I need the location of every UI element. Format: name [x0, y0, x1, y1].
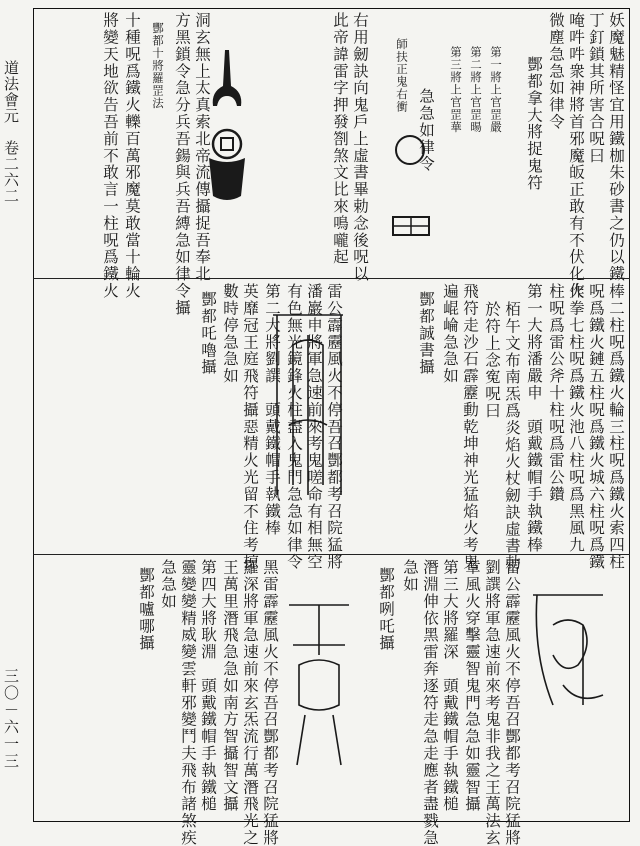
text-column: 飛符走沙石霹靂動乾坤神光猛焰火考鬼 — [461, 283, 479, 571]
talisman-label: 第一將上官罡嚴 — [489, 46, 503, 134]
panel-2 — [33, 278, 630, 572]
text-column: 唵吽吽衆神將首邪魔皈正敢有不伏化作 — [567, 12, 585, 300]
panel-3 — [33, 554, 630, 846]
text-column: 右用劒訣向鬼戶上虛書畢勅念後呪以 — [351, 12, 369, 283]
text-column: 丁釘鎖其所害合呪曰 — [587, 12, 605, 165]
talisman-label: 第三將上官罡華 — [449, 46, 463, 134]
seal-script-character — [279, 585, 359, 775]
talisman-title: 酆都拿大將捉鬼符 — [525, 56, 543, 192]
seal-script-character — [523, 575, 613, 715]
margin-title: 道法會元 卷二六二 — [2, 60, 20, 204]
text-column: 潘巖申將軍急速前來考鬼嗟命有相無空 — [305, 283, 323, 571]
text-column: 劉譔將軍急速前來考鬼非我之王萬法玄 — [483, 559, 501, 846]
text-column: 急急如 — [159, 559, 177, 610]
text-column: 微塵急急如律令 — [547, 12, 565, 131]
text-column: 呪爲鐵火鏈五柱呪爲鐵火城六柱呪爲鐵 — [587, 283, 605, 571]
text-column: 師扶正鬼右衝 — [395, 38, 409, 113]
text-column: 黑雷霹靂風火不停吾召酆都考召院猛將 — [261, 559, 279, 846]
text-column: 羅深將軍急速前來玄炁流行萬潛飛光之 — [241, 559, 259, 846]
square-talisman — [389, 213, 433, 239]
text-column: 遍崐崘急急如 — [441, 283, 459, 385]
text-column: 酆都咧吒攝 — [377, 567, 395, 652]
text-column: 酆都誠書攝 — [417, 291, 435, 376]
text-column: 急急如律令 — [417, 88, 435, 173]
general-heading: 第一大將潘嚴申 頭戴鐵帽手執鐵棒 — [525, 283, 543, 554]
text-column: 章風火穿擊靈智鬼門急急如靈智攝 — [463, 559, 481, 813]
text-column: 急如 — [401, 559, 419, 593]
text-column: 雷公霹靂風火不停吾召酆都考召院猛將 — [503, 559, 521, 846]
text-column: 數時停急急如 — [221, 283, 239, 385]
talisman-label: 第二將上官罡暘 — [469, 46, 483, 134]
text-column: 於符上念寃呪曰 — [483, 301, 501, 420]
text-column: 潛淵伸依黑雷奔逐符走急走應者盡戮急 — [421, 559, 439, 846]
text-column: 妖魔魅精怪宜用鐵枷朱砂書之仍以鐵 — [607, 12, 625, 283]
text-column: 有色無光鏡鋒火柱盡入鬼門急急如律令 — [285, 283, 303, 571]
text-column: 靈變變精威變雲軒邪變鬥夫飛布諸煞疾 — [179, 559, 197, 846]
text-column: 棒二柱呪爲鐵火輪三柱呪爲鐵火索四柱 — [607, 283, 625, 571]
text-column: 方黑鎖令急分兵吾鍚與兵吾縛急如律令攝 — [173, 12, 191, 317]
text-column: 火拳七柱呪爲鐵火池八柱呪爲黑風九 — [567, 283, 585, 554]
text-column: 栢午文布南炁爲炎焰火杖劒訣虛書勅 — [503, 301, 521, 572]
text-column: 十種呪爲鐵火轢百萬邪魔莫敢當十輪火 — [123, 12, 141, 300]
general-heading: 第四大將耿淵 頭戴鐵帽手執鐵槌 — [199, 559, 217, 813]
general-heading: 第三大將羅深 頭戴鐵帽手執鐵槌 — [441, 559, 459, 813]
text-column: 此帝諱雷字押發劄煞文比來鳴嚨起 — [331, 12, 349, 266]
margin-folio: 三〇－六一三 — [2, 668, 20, 770]
text-column: 王萬里潛飛急急如南方智攝智文攝 — [221, 559, 239, 813]
general-heading: 第二大將劉譔 頭戴鐵帽手執鐵棒 — [263, 283, 281, 537]
text-column: 柱呪爲雷公斧十柱呪爲雷公鑽 — [547, 283, 565, 503]
text-column: 雷公霹靂風火不停吾召酆都考召院猛將 — [325, 283, 343, 571]
text-column: 英靡冠王庭飛符攝惡精火光留不住考掠 — [241, 283, 259, 571]
text-column: 酆都吒嚕攝 — [199, 291, 217, 376]
text-column: 洞玄無上太真索北帝流傳攝捉吾奉北 — [193, 12, 211, 283]
text-column: 將變天地欲告吾前不敢言一柱呪爲鐵火 — [101, 12, 119, 300]
text-column: 酆都十將羅罡法 — [151, 22, 165, 110]
text-column: 酆都嚧哪攝 — [137, 567, 155, 652]
panel-1 — [33, 8, 630, 317]
